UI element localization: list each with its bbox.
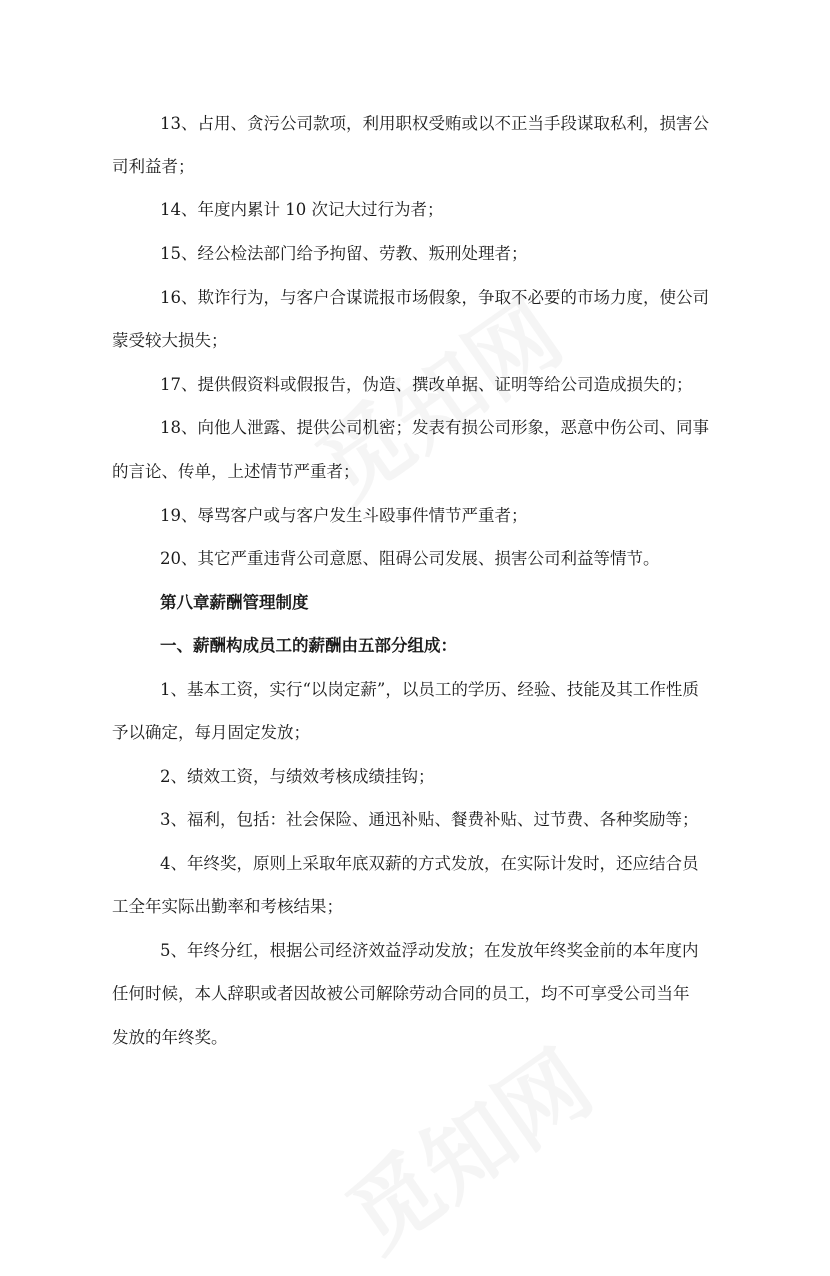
pay-item-1-line-1: 1、基本工资，实行“以岗定薪”，以员工的学历、经验、技能及其工作性质 <box>160 680 699 699</box>
item-13-line-1: 13、占用、贪污公司款项，利用职权受贿或以不正当手段谋取私利，损害公 <box>160 114 709 133</box>
pay-item-1-line-2: 予以确定，每月固定发放； <box>112 723 310 742</box>
item-17: 17、提供假资料或假报告，伪造、撰改单据、证明等给公司造成损失的； <box>160 375 693 394</box>
pay-item-2: 2、绩效工资，与绩效考核成绩挂钩； <box>160 767 435 786</box>
item-16-line-1: 16、欺诈行为，与客户合谋谎报市场假象，争取不必要的市场力度，使公司 <box>160 288 709 307</box>
item-20: 20、其它严重违背公司意愿、阻碍公司发展、损害公司利益等情节。 <box>160 549 660 568</box>
item-15: 15、经公检法部门给予拘留、劳教、叛刑处理者； <box>160 244 528 263</box>
pay-item-5-line-1: 5、年终分红，根据公司经济效益浮动发放；在发放年终奖金前的本年度内 <box>160 941 699 960</box>
chapter-heading: 第八章薪酬管理制度 <box>160 593 309 612</box>
item-13-line-2: 司利益者； <box>112 157 195 176</box>
item-19: 19、辱骂客户或与客户发生斗殴事件情节严重者； <box>160 506 528 525</box>
pay-item-4-line-1: 4、年终奖，原则上采取年底双薪的方式发放，在实际计发时，还应结合员 <box>160 854 699 873</box>
pay-item-3: 3、福利，包括：社会保险、通迅补贴、餐费补贴、过节费、各种奖励等； <box>160 810 699 829</box>
item-14: 14、年度内累计 10 次记大过行为者； <box>160 200 444 219</box>
section-heading: 一、薪酬构成员工的薪酬由五部分组成： <box>160 636 457 655</box>
item-18-line-2: 的言论、传单，上述情节严重者； <box>112 462 360 481</box>
watermark <box>317 1014 613 1275</box>
pay-item-5-line-3: 发放的年终奖。 <box>112 1028 228 1047</box>
item-18-line-1: 18、向他人泄露、提供公司机密；发表有损公司形象，恶意中伤公司、同事 <box>160 418 709 437</box>
item-16-line-2: 蒙受较大损失； <box>112 331 228 350</box>
pay-item-5-line-2: 任何时候，本人辞职或者因故被公司解除劳动合同的员工，均不可享受公司当年 <box>112 984 690 1003</box>
pay-item-4-line-2: 工全年实际出勤率和考核结果； <box>112 897 343 916</box>
